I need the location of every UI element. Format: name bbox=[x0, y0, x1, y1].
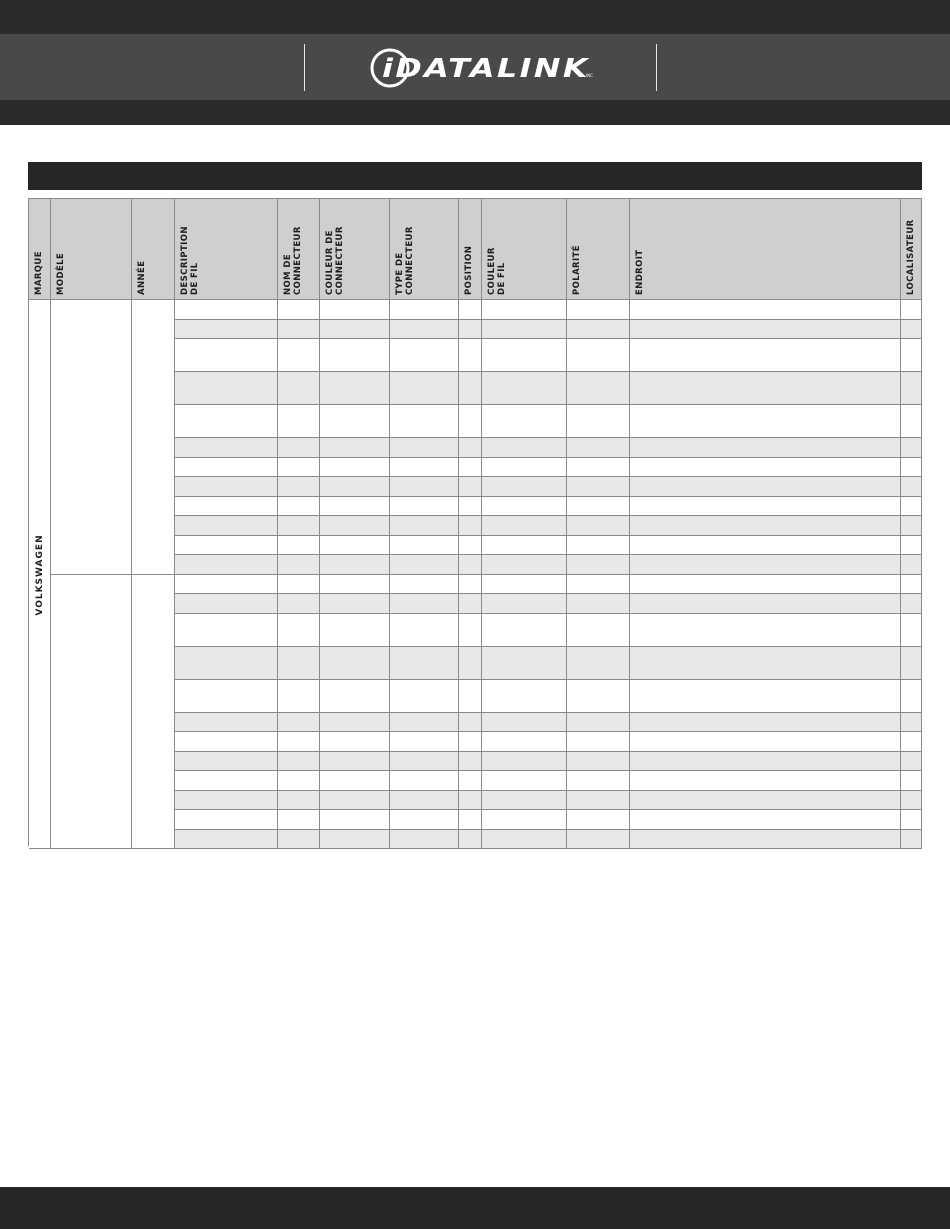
header-label-line: CONNECTEUR bbox=[335, 226, 345, 295]
footer-band bbox=[0, 1187, 950, 1229]
table-cell bbox=[901, 320, 922, 340]
table-cell bbox=[175, 339, 278, 372]
table-cell bbox=[175, 405, 278, 438]
table-cell bbox=[278, 405, 320, 438]
table-cell bbox=[482, 594, 567, 614]
table-cell bbox=[390, 791, 459, 811]
table-cell bbox=[320, 713, 390, 733]
table-cell bbox=[482, 516, 567, 536]
table-cell bbox=[390, 830, 459, 850]
table-cell bbox=[482, 752, 567, 772]
header-cell-annee bbox=[132, 199, 175, 300]
table-cell bbox=[175, 477, 278, 497]
table-cell bbox=[567, 830, 630, 850]
table-cell bbox=[482, 771, 567, 791]
table-cell bbox=[482, 732, 567, 752]
header-divider-left bbox=[304, 44, 305, 91]
table-cell bbox=[482, 536, 567, 556]
table-cell bbox=[901, 713, 922, 733]
table-cell bbox=[320, 300, 390, 320]
header-bottom-band bbox=[0, 100, 950, 125]
section-title-bar bbox=[28, 162, 922, 190]
table-cell bbox=[459, 458, 482, 478]
table-cell bbox=[278, 713, 320, 733]
table-cell bbox=[459, 516, 482, 536]
table-cell bbox=[901, 300, 922, 320]
table-cell bbox=[459, 497, 482, 517]
table-cell bbox=[567, 771, 630, 791]
table-cell bbox=[630, 300, 901, 320]
table-cell bbox=[278, 372, 320, 405]
table-cell bbox=[175, 372, 278, 405]
table-cell bbox=[567, 438, 630, 458]
table-cell bbox=[175, 614, 278, 647]
header-label-line: DESCRIPTION bbox=[180, 226, 190, 295]
table-cell bbox=[175, 594, 278, 614]
table-cell bbox=[320, 339, 390, 372]
header-label-localisateur bbox=[906, 199, 938, 295]
table-cell bbox=[278, 594, 320, 614]
table-cell bbox=[175, 647, 278, 680]
table-cell bbox=[901, 536, 922, 556]
table-cell bbox=[482, 497, 567, 517]
table-cell bbox=[630, 497, 901, 517]
table-cell bbox=[390, 300, 459, 320]
header-label-line: ANNÉE bbox=[137, 260, 147, 295]
table-cell bbox=[630, 752, 901, 772]
table-cell bbox=[175, 555, 278, 575]
table-cell bbox=[459, 732, 482, 752]
table-cell bbox=[901, 477, 922, 497]
table-cell bbox=[390, 536, 459, 556]
header-label-couleur_fil bbox=[487, 199, 519, 295]
table-cell bbox=[390, 555, 459, 575]
table-cell bbox=[390, 477, 459, 497]
table-cell bbox=[278, 732, 320, 752]
table-cell bbox=[567, 536, 630, 556]
table-cell bbox=[901, 497, 922, 517]
table-cell bbox=[567, 516, 630, 536]
table-cell bbox=[175, 438, 278, 458]
header-label-line: CONNECTEUR bbox=[293, 226, 303, 295]
header-label-line: NOM DE bbox=[283, 253, 293, 295]
table-cell bbox=[901, 771, 922, 791]
table-cell bbox=[320, 830, 390, 850]
table-cell bbox=[320, 594, 390, 614]
table-cell bbox=[278, 300, 320, 320]
table-cell bbox=[459, 594, 482, 614]
table-cell bbox=[901, 405, 922, 438]
table-cell bbox=[459, 320, 482, 340]
table-cell bbox=[278, 614, 320, 647]
table-cell bbox=[175, 680, 278, 713]
table-cell bbox=[630, 575, 901, 595]
table-cell bbox=[278, 497, 320, 517]
table-cell bbox=[278, 458, 320, 478]
table-cell bbox=[175, 458, 278, 478]
header-label-line: DE FIL bbox=[190, 262, 200, 295]
table-cell bbox=[320, 752, 390, 772]
header-label-line: DE FIL bbox=[497, 262, 507, 295]
header-label-line: MODÈLE bbox=[56, 252, 66, 295]
table-cell bbox=[278, 320, 320, 340]
table-cell bbox=[390, 405, 459, 438]
table-cell bbox=[567, 614, 630, 647]
table-cell bbox=[901, 594, 922, 614]
logo-inc-mark: INC bbox=[586, 73, 593, 78]
header-label-couleur_connecteur bbox=[325, 199, 357, 295]
header-cell-marque bbox=[29, 199, 51, 300]
table-cell bbox=[175, 752, 278, 772]
table-cell bbox=[390, 320, 459, 340]
header-cell-description bbox=[175, 199, 278, 300]
table-cell bbox=[567, 497, 630, 517]
table-cell bbox=[901, 810, 922, 830]
table-cell bbox=[901, 791, 922, 811]
table-cell bbox=[482, 458, 567, 478]
header-label-nom bbox=[283, 199, 315, 295]
header-label-polarite bbox=[572, 199, 604, 295]
table-cell bbox=[482, 810, 567, 830]
marque-cell bbox=[29, 300, 51, 849]
table-cell bbox=[630, 372, 901, 405]
table-cell bbox=[390, 732, 459, 752]
table-cell bbox=[320, 575, 390, 595]
table-cell bbox=[482, 320, 567, 340]
table-cell bbox=[567, 680, 630, 713]
table-cell bbox=[567, 372, 630, 405]
table-cell bbox=[567, 732, 630, 752]
table-cell bbox=[567, 575, 630, 595]
table-cell bbox=[901, 732, 922, 752]
table-cell bbox=[459, 555, 482, 575]
table-cell bbox=[901, 575, 922, 595]
table-cell bbox=[567, 810, 630, 830]
table-cell bbox=[320, 372, 390, 405]
annee-cell-group-2 bbox=[132, 575, 175, 850]
marque-label: VOLKSWAGEN bbox=[35, 533, 45, 616]
table-cell bbox=[567, 320, 630, 340]
table-cell bbox=[320, 771, 390, 791]
table-cell bbox=[630, 438, 901, 458]
table-cell bbox=[630, 405, 901, 438]
table-cell bbox=[320, 680, 390, 713]
header-divider-right bbox=[656, 44, 657, 91]
table-cell bbox=[320, 320, 390, 340]
modele-cell-group-2 bbox=[51, 575, 132, 850]
header-label-modele bbox=[56, 199, 88, 295]
table-cell bbox=[630, 713, 901, 733]
table-cell bbox=[390, 594, 459, 614]
table-cell bbox=[320, 791, 390, 811]
header-label-line: TYPE DE bbox=[395, 252, 405, 295]
table-cell bbox=[175, 830, 278, 850]
table-cell bbox=[278, 647, 320, 680]
header-cell-endroit bbox=[630, 199, 901, 300]
table-cell bbox=[390, 810, 459, 830]
table-cell bbox=[175, 771, 278, 791]
table-cell bbox=[175, 810, 278, 830]
table-cell bbox=[901, 516, 922, 536]
table-cell bbox=[567, 339, 630, 372]
table-cell bbox=[459, 830, 482, 850]
table-cell bbox=[459, 372, 482, 405]
table-cell bbox=[567, 405, 630, 438]
table-cell bbox=[278, 680, 320, 713]
table-cell bbox=[278, 477, 320, 497]
table-cell bbox=[482, 405, 567, 438]
header-label-endroit bbox=[635, 199, 667, 295]
table-cell bbox=[567, 713, 630, 733]
header-label-line: CONNECTEUR bbox=[405, 226, 415, 295]
table-cell bbox=[175, 300, 278, 320]
table-cell bbox=[901, 752, 922, 772]
table-cell bbox=[175, 713, 278, 733]
table-cell bbox=[320, 614, 390, 647]
table-cell bbox=[459, 300, 482, 320]
table-cell bbox=[459, 680, 482, 713]
table-cell bbox=[459, 810, 482, 830]
table-cell bbox=[901, 555, 922, 575]
table-cell bbox=[278, 536, 320, 556]
table-cell bbox=[320, 647, 390, 680]
table-cell bbox=[567, 752, 630, 772]
header-label-description bbox=[180, 199, 212, 295]
table-cell bbox=[630, 732, 901, 752]
table-cell bbox=[459, 405, 482, 438]
table-cell bbox=[390, 516, 459, 536]
table-cell bbox=[567, 477, 630, 497]
table-cell bbox=[901, 647, 922, 680]
table-cell bbox=[630, 320, 901, 340]
table-cell bbox=[459, 575, 482, 595]
header-cell-nom bbox=[278, 199, 320, 300]
table-cell bbox=[901, 680, 922, 713]
table-cell bbox=[320, 516, 390, 536]
header-cell-couleur_fil bbox=[482, 199, 567, 300]
table-cell bbox=[567, 791, 630, 811]
table-cell bbox=[901, 438, 922, 458]
header-top-band bbox=[0, 0, 950, 34]
table-cell bbox=[630, 830, 901, 850]
table-cell bbox=[459, 713, 482, 733]
table-cell bbox=[630, 614, 901, 647]
table-cell bbox=[278, 810, 320, 830]
table-cell bbox=[630, 555, 901, 575]
table-cell bbox=[278, 830, 320, 850]
table-cell bbox=[482, 438, 567, 458]
header-cell-modele bbox=[51, 199, 132, 300]
table-cell bbox=[175, 497, 278, 517]
table-cell bbox=[482, 555, 567, 575]
table-cell bbox=[175, 575, 278, 595]
header-cell-polarite bbox=[567, 199, 630, 300]
table-cell bbox=[390, 497, 459, 517]
table-cell bbox=[278, 555, 320, 575]
table-cell bbox=[482, 713, 567, 733]
table-cell bbox=[567, 458, 630, 478]
table-cell bbox=[320, 555, 390, 575]
table-cell bbox=[320, 536, 390, 556]
table-cell bbox=[901, 830, 922, 850]
table-cell bbox=[320, 732, 390, 752]
table-cell bbox=[459, 771, 482, 791]
header-label-line: COULEUR DE bbox=[325, 230, 335, 295]
wiring-table bbox=[28, 198, 922, 846]
table-cell bbox=[390, 771, 459, 791]
table-cell bbox=[320, 458, 390, 478]
table-cell bbox=[482, 680, 567, 713]
table-cell bbox=[175, 732, 278, 752]
table-cell bbox=[630, 771, 901, 791]
table-cell bbox=[482, 300, 567, 320]
table-cell bbox=[390, 647, 459, 680]
header-label-annee bbox=[137, 199, 169, 295]
table-cell bbox=[630, 810, 901, 830]
table-cell bbox=[482, 614, 567, 647]
table-cell bbox=[175, 516, 278, 536]
table-cell bbox=[459, 339, 482, 372]
header-label-line: POLARITÉ bbox=[572, 245, 582, 295]
table-cell bbox=[390, 614, 459, 647]
table-cell bbox=[390, 372, 459, 405]
table-cell bbox=[482, 575, 567, 595]
idatalink-logo bbox=[368, 44, 600, 92]
table-cell bbox=[630, 516, 901, 536]
header-label-type bbox=[395, 199, 427, 295]
table-cell bbox=[630, 477, 901, 497]
table-cell bbox=[320, 810, 390, 830]
table-cell bbox=[901, 372, 922, 405]
table-cell bbox=[482, 647, 567, 680]
table-cell bbox=[320, 405, 390, 438]
table-cell bbox=[901, 339, 922, 372]
table-cell bbox=[175, 320, 278, 340]
table-cell bbox=[567, 647, 630, 680]
table-cell bbox=[278, 438, 320, 458]
table-cell bbox=[482, 830, 567, 850]
table-cell bbox=[630, 458, 901, 478]
table-cell bbox=[390, 438, 459, 458]
table-cell bbox=[482, 791, 567, 811]
table-cell bbox=[630, 339, 901, 372]
table-cell bbox=[567, 555, 630, 575]
table-cell bbox=[278, 339, 320, 372]
header-cell-position bbox=[459, 199, 482, 300]
header-label-line: COULEUR bbox=[487, 247, 497, 295]
table-cell bbox=[278, 771, 320, 791]
table-cell bbox=[459, 614, 482, 647]
table-cell bbox=[390, 458, 459, 478]
table-cell bbox=[482, 477, 567, 497]
table-cell bbox=[482, 372, 567, 405]
header-cell-type bbox=[390, 199, 459, 300]
table-cell bbox=[567, 594, 630, 614]
table-cell bbox=[630, 536, 901, 556]
table-cell bbox=[175, 536, 278, 556]
annee-cell-group-1 bbox=[132, 300, 175, 575]
table-cell bbox=[459, 536, 482, 556]
header-label-line: MARQUE bbox=[34, 251, 44, 295]
table-cell bbox=[390, 339, 459, 372]
logo-wordmark: iDATALINK bbox=[382, 54, 590, 84]
header-label-line: ENDROIT bbox=[635, 249, 645, 295]
table-cell bbox=[278, 516, 320, 536]
table-cell bbox=[901, 458, 922, 478]
table-cell bbox=[390, 680, 459, 713]
table-cell bbox=[459, 791, 482, 811]
table-cell bbox=[630, 594, 901, 614]
table-cell bbox=[459, 477, 482, 497]
table-cell bbox=[278, 791, 320, 811]
table-cell bbox=[459, 752, 482, 772]
header-label-line: POSITION bbox=[464, 245, 474, 295]
header-cell-localisateur bbox=[901, 199, 922, 300]
table-cell bbox=[320, 477, 390, 497]
table-cell bbox=[630, 647, 901, 680]
table-cell bbox=[630, 680, 901, 713]
modele-cell-group-1 bbox=[51, 300, 132, 575]
table-cell bbox=[390, 575, 459, 595]
table-cell bbox=[567, 300, 630, 320]
table-cell bbox=[459, 438, 482, 458]
table-cell bbox=[630, 791, 901, 811]
table-cell bbox=[390, 752, 459, 772]
table-cell bbox=[278, 752, 320, 772]
table-cell bbox=[390, 713, 459, 733]
table-cell bbox=[175, 791, 278, 811]
table-cell bbox=[278, 575, 320, 595]
header-cell-couleur_connecteur bbox=[320, 199, 390, 300]
table-cell bbox=[482, 339, 567, 372]
table-cell bbox=[901, 614, 922, 647]
table-cell bbox=[320, 497, 390, 517]
header-label-line: LOCALISATEUR bbox=[906, 219, 916, 295]
table-cell bbox=[459, 647, 482, 680]
table-cell bbox=[320, 438, 390, 458]
